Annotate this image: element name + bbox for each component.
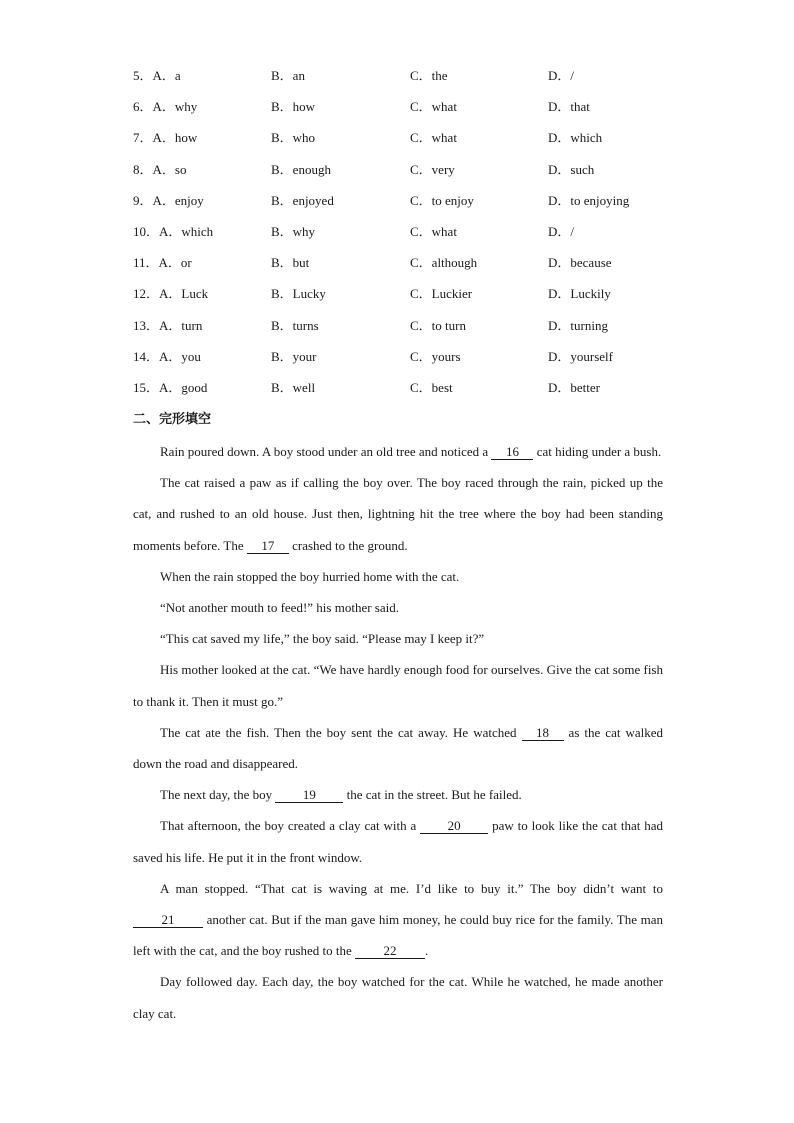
- paragraph: His mother looked at the cat. “We have hardly enough food for ourselves. Give the cat some fish to thank it. Then it must go.”: [133, 662, 663, 709]
- option-b: B．turns: [271, 317, 319, 333]
- option-a: 11．A．or: [133, 255, 192, 271]
- option-d: D．yourself: [548, 348, 613, 364]
- option-a: 15．A．good: [133, 379, 208, 395]
- option-a: 9．A．enjoy: [133, 192, 204, 208]
- option-d: D．because: [548, 255, 612, 271]
- paragraph: When the rain stopped the boy hurried home with the cat.: [160, 568, 460, 584]
- blank-16: 16: [491, 444, 533, 460]
- blank-17: 17: [247, 538, 289, 554]
- option-a: 7．A．how: [133, 130, 198, 146]
- option-b: B．an: [271, 68, 305, 83]
- question-row: [133, 343, 693, 374]
- question-row: [133, 280, 693, 311]
- question-row: [133, 93, 693, 124]
- blank-19: 19: [275, 787, 343, 803]
- option-b: B．Lucky: [271, 286, 326, 302]
- option-d: D．/: [548, 223, 575, 239]
- option-c: C．to turn: [410, 317, 466, 333]
- paragraph: “This cat saved my life,” the boy said. “Please may I keep it?”: [160, 631, 485, 647]
- option-b: B．how: [271, 99, 316, 115]
- option-b: B．but: [271, 255, 310, 271]
- question-row: [133, 62, 693, 93]
- option-c: C．although: [410, 255, 478, 271]
- option-a: 13．A．turn: [133, 317, 203, 333]
- question-row: [133, 312, 693, 343]
- blank-20: 20: [420, 818, 488, 834]
- paragraph: “Not another mouth to feed!” his mother said.: [160, 600, 399, 616]
- paragraph: A man stopped. “That cat is waving at me. I’d like to buy it.” The boy didn’t want to 21 another cat. But if the man gave him money, he could buy rice for the family. The man left with the cat, and the boy rushed to the 22 .: [133, 880, 663, 959]
- option-d: D．Luckily: [548, 286, 611, 302]
- section-title: 二、完形填空: [133, 412, 212, 427]
- option-a: 10．A．which: [133, 223, 214, 239]
- option-a: 8．A．so: [133, 161, 187, 177]
- choice-list: [133, 62, 693, 405]
- paragraph: Day followed day. Each day, the boy watched for the cat. While he watched, he made another clay cat.: [133, 974, 663, 1021]
- question-row: [133, 156, 693, 187]
- option-d: D．that: [548, 99, 590, 115]
- paragraph: The cat ate the fish. Then the boy sent the cat away. He watched 18 as the cat walked down the road and disappeared.: [133, 724, 664, 772]
- option-c: C．very: [410, 161, 455, 177]
- option-a: 12．A．Luck: [133, 286, 209, 302]
- paragraph: The cat raised a paw as if calling the boy over. The boy raced through the rain, picked up the cat, and rushed to an old house. Just then, lightning hit the tree where the boy had been standing moments before. The 17 crashed to the ground.: [133, 475, 663, 553]
- option-b: B．why: [271, 223, 316, 239]
- cloze-passage: [133, 436, 663, 1029]
- option-c: C．what: [410, 223, 457, 239]
- option-c: C．best: [410, 379, 453, 395]
- option-a: 5．A．a: [133, 68, 181, 83]
- question-row: [133, 124, 693, 155]
- option-c: C．what: [410, 130, 457, 146]
- paragraph: That afternoon, the boy created a clay cat with a 20 paw to look like the cat that had saved his life. He put it in the front window.: [133, 818, 663, 865]
- paragraph: Rain poured down. A boy stood under an old tree and noticed a 16 cat hiding under a bush.: [160, 444, 662, 459]
- option-c: C．Luckier: [410, 286, 473, 302]
- option-a: 14．A．you: [133, 348, 201, 364]
- option-c: C．yours: [410, 348, 461, 364]
- option-a: 6．A．why: [133, 99, 198, 115]
- option-d: D．such: [548, 161, 595, 177]
- blank-22: 22: [355, 943, 425, 959]
- option-b: B．enough: [271, 161, 331, 177]
- question-row: [133, 187, 693, 218]
- paragraph: The next day, the boy 19 the cat in the street. But he failed.: [160, 787, 522, 803]
- option-b: B．your: [271, 348, 317, 364]
- blank-18: 18: [522, 725, 564, 741]
- option-c: C．what: [410, 99, 457, 115]
- option-c: C．the: [410, 68, 448, 83]
- question-row: [133, 218, 693, 249]
- option-b: B．well: [271, 379, 316, 395]
- option-d: D．which: [548, 130, 603, 146]
- option-d: D．turning: [548, 317, 608, 333]
- option-d: D．to enjoying: [548, 192, 630, 208]
- option-d: D．better: [548, 379, 600, 395]
- blank-21: 21: [133, 912, 203, 928]
- option-c: C．to enjoy: [410, 192, 474, 208]
- option-b: B．enjoyed: [271, 192, 334, 208]
- option-b: B．who: [271, 130, 316, 146]
- question-row: [133, 249, 693, 280]
- question-row: [133, 374, 693, 405]
- option-d: D．/: [548, 68, 575, 83]
